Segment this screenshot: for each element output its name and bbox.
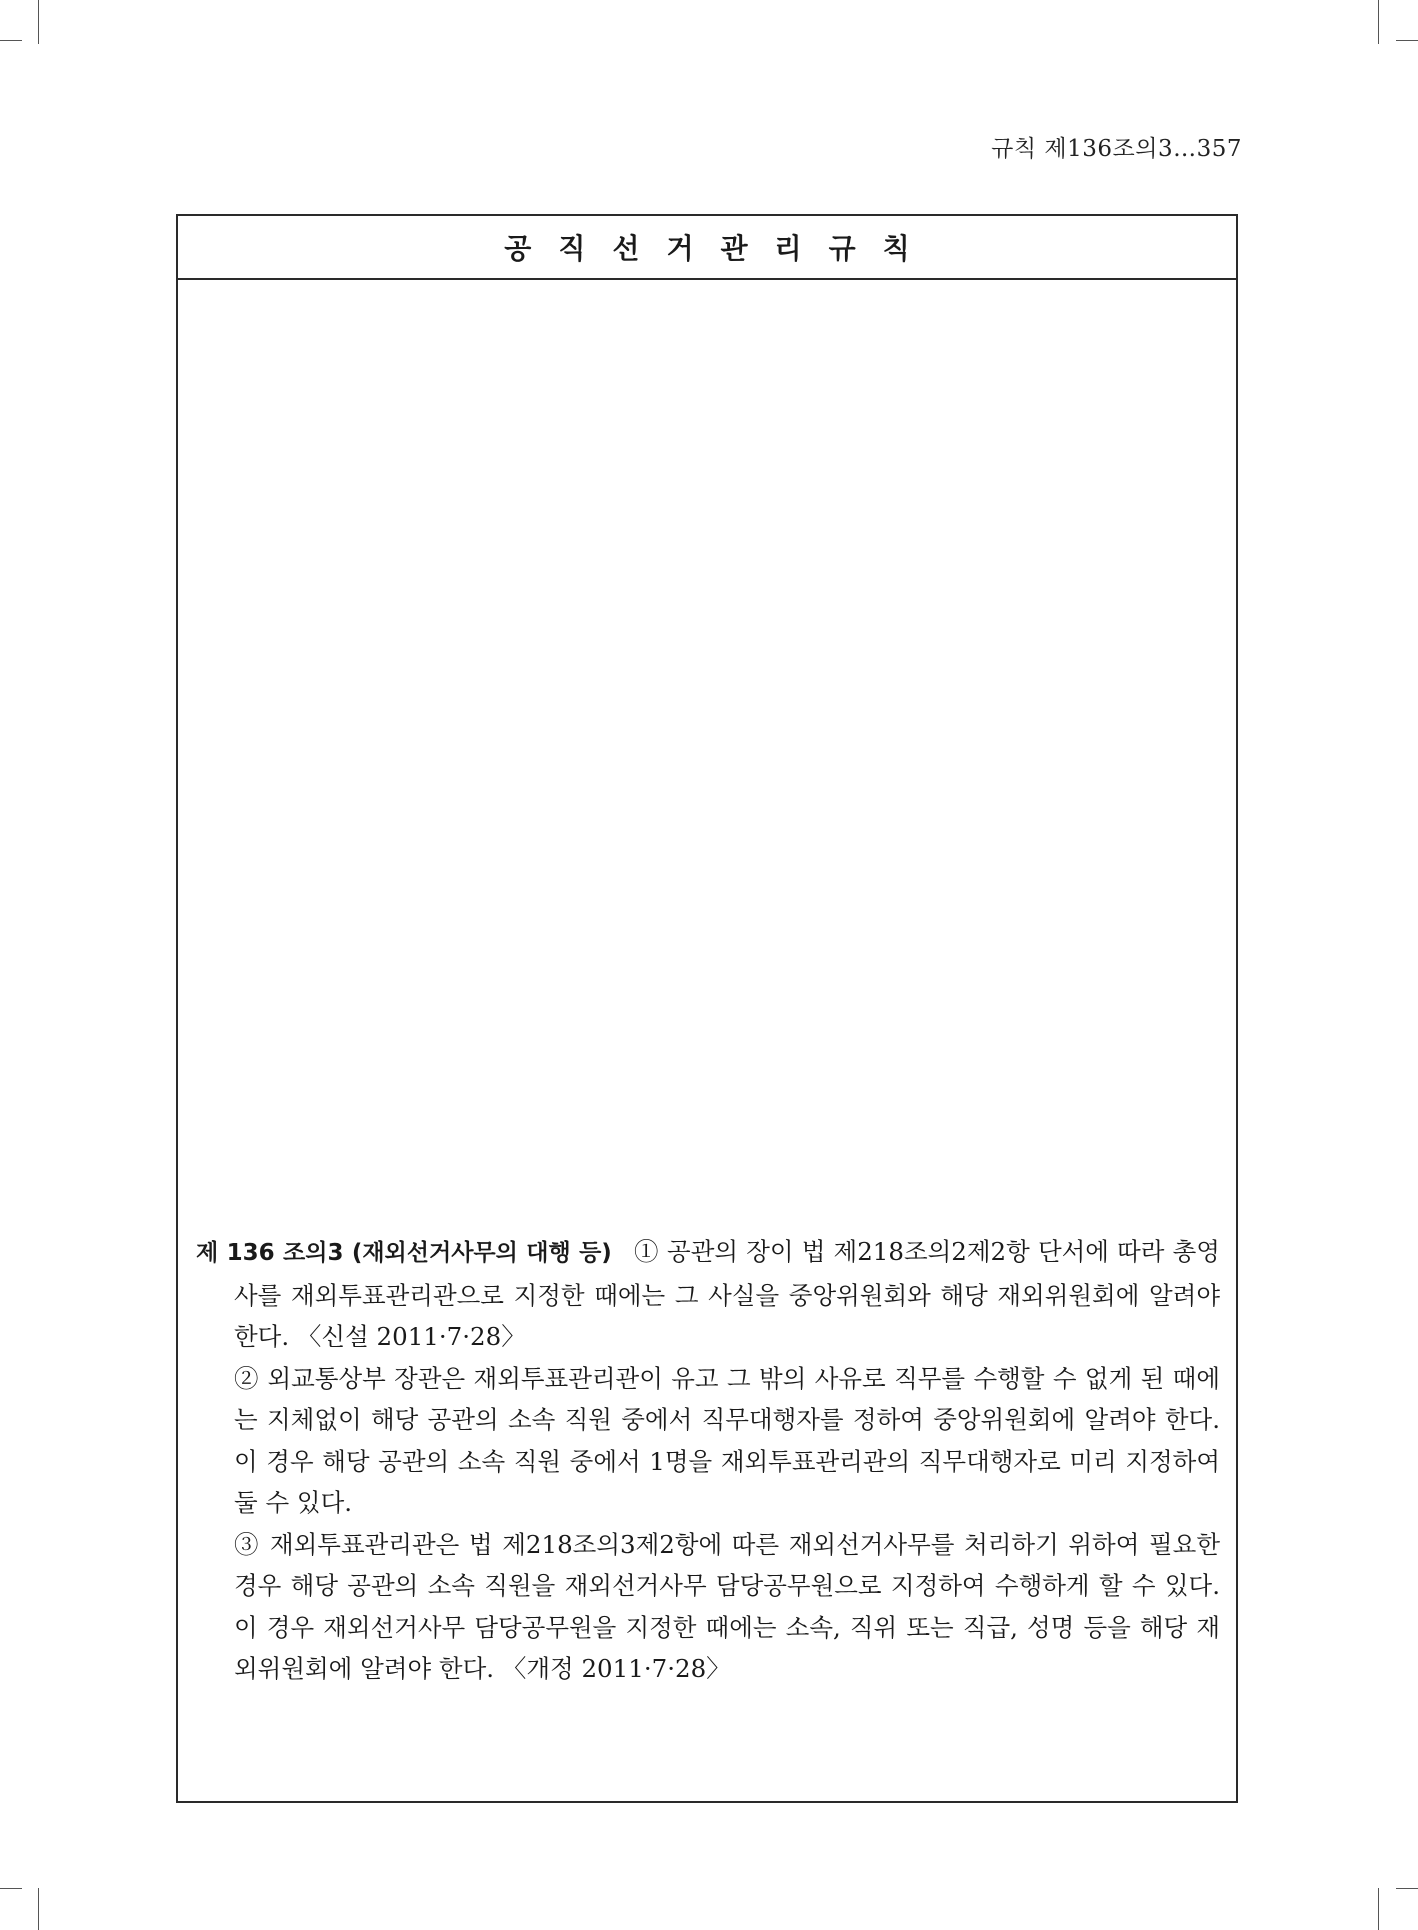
crop-mark xyxy=(0,1888,22,1889)
content-frame xyxy=(176,214,1238,1803)
article-paragraph-1 xyxy=(196,1231,1220,1358)
paragraph-text: ① 공관의 장이 법 제218조의2제2항 단서에 따라 총영사를 재외투표관리관으로 지정한 때에는 그 사실을 중앙위원회와 해당 재외위원회에 알려야 한다. xyxy=(234,1237,1220,1351)
article-heading: 제 136 조의3 (재외선거사무의 대행 등) xyxy=(196,1240,612,1266)
article-paragraph-2 xyxy=(196,1358,1220,1524)
article-paragraph-3 xyxy=(196,1524,1220,1690)
crop-mark xyxy=(1396,1888,1418,1889)
paragraph-text: ③ 재외투표관리관은 법 제218조의3제2항에 따른 재외선거사무를 처리하기 위하여 필요한 경우 해당 공관의 소속 직원을 재외선거사무 담당공무원으로 지정하여 수행하게 할 수 있다. 이 경우 재외선거사무 담당공무원을 지정한 때에는 소속, 직위 또는 직급, 성명 등을 해당 재외위원회에 알려야 한다. xyxy=(234,1529,1220,1683)
crop-mark xyxy=(38,0,39,44)
crop-mark xyxy=(1378,1888,1379,1930)
crop-mark xyxy=(1378,0,1379,44)
amendment-note: 〈개정 2011·7·28〉 xyxy=(501,1654,731,1683)
amendment-note: 〈신설 2011·7·28〉 xyxy=(296,1322,526,1351)
crop-mark xyxy=(0,40,22,41)
crop-mark xyxy=(38,1888,39,1930)
paragraph-text: ② 외교통상부 장관은 재외투표관리관이 유고 그 밖의 사유로 직무를 수행할 수 없게 된 때에는 지체없이 해당 공관의 소속 직원 중에서 직무대행자를 정하여 중앙위원회에 알려야 한다. 이 경우 해당 공관의 소속 직원 중에서 1명을 재외투표관리관의 직무대행자로 미리 지정하여 둘 수 있다. xyxy=(234,1363,1220,1517)
box-title: 공직선거관리규칙 xyxy=(178,216,1236,280)
running-head: 규칙 제136조의3…357 xyxy=(991,136,1242,162)
article-136-3 xyxy=(196,1231,1220,1690)
crop-mark xyxy=(1396,40,1418,41)
